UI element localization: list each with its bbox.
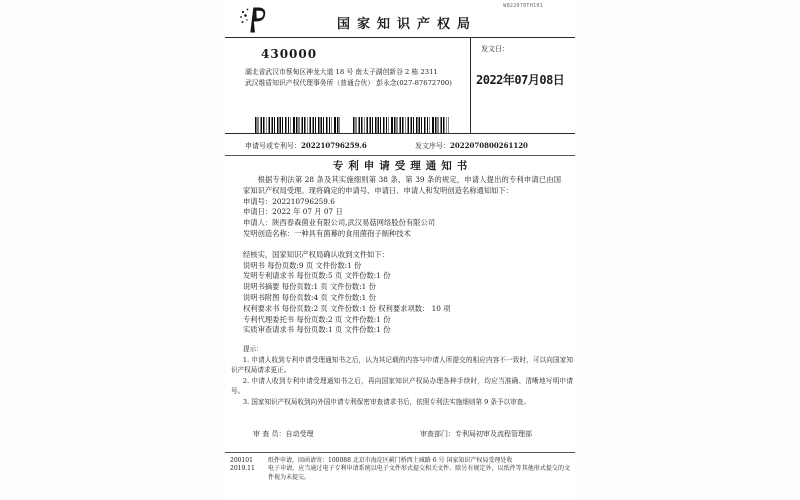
address-line-2: 武汉维盾知识产权代理事务所（普通合伙） 彭永念(027-87672700) (245, 79, 452, 87)
received-doc-row: 说明书附图 每份页数:4 页 文件份数:1 份 (243, 292, 376, 302)
note-item: 2. 申请人收到专利申请受理通知书之后，再向国家知识产权局办理各种手续时，均应当准确、清晰地写明申请号。 (231, 376, 573, 395)
intro-paragraph: 根据专利法第 28 条及其实施细则第 38 条、第 39 条的规定，申请人提出的专利申请已由国家知识产权局受理。现将确定的申请号、申请日、申请人和发明创造名称通知如下： (243, 175, 561, 195)
notice-body (243, 175, 561, 336)
dispatch-date-value: 2022年07月08日 (476, 73, 565, 87)
received-doc-row: 说明书 每份页数:9 页 文件份数:1 份 (243, 260, 362, 270)
received-doc-row: 说明书摘要 每份页数:1 页 文件份数:1 份 (243, 282, 376, 292)
footer-divider (225, 452, 575, 453)
barcode-1 (255, 117, 340, 134)
postcode: 430000 (261, 47, 318, 61)
department-label: 审查部门： (420, 430, 455, 438)
footer-line-paper: 纸件申请，回函请寄：100088 北京市海淀区蓟门桥西土城路 6 号 国家知识产权局受理处收 (268, 457, 513, 464)
agency-title: 国家知识产权局 (336, 17, 477, 32)
form-code: 200101 (230, 457, 253, 464)
barcode-2 (353, 117, 449, 134)
field-applicant: 申请人：陕西春森菌业有限公司,武汉易菇网络股份有限公司 (243, 218, 436, 228)
notice-page (225, 0, 575, 500)
mailing-divider (225, 133, 575, 134)
reference-divider (225, 155, 575, 156)
received-doc-row: 实质审查请求书 每份页数:1 页 文件份数:1 份 (243, 325, 391, 335)
notes-section (231, 344, 573, 407)
dispatch-box-divider (470, 37, 471, 133)
doc-tiny-serial: W022070TH101 (503, 3, 543, 9)
note-item: 3. 国家知识产权局收到向外国申请专利保密审查请求书后，依照专利法实施细则第 9 条予以审查。 (242, 397, 530, 406)
mailing-address (245, 67, 470, 89)
department (420, 429, 532, 439)
dispatch-date-label: 发文日： (481, 45, 509, 53)
form-revision-date: 2019.11 (230, 465, 255, 473)
dispatch-serial (415, 141, 528, 151)
department-value: 专利局初审及流程管理部 (455, 430, 532, 438)
application-number-label: 申请号或专利号： (245, 142, 301, 150)
received-doc-row: 权利要求书 每份页数:2 页 文件份数:1 份 权利要求项数： 10 项 (243, 303, 451, 313)
dispatch-serial-label: 发文序号： (415, 142, 450, 150)
footer-line-electronic: 电子申请，应当通过电子专利申请系统以电子文件形式提交相关文件。除另有规定外，以纸件等其他形式提交的文件视为未提交。 (268, 465, 570, 481)
examiner-label: 审 查 员： (253, 430, 286, 438)
dispatch-serial-value: 2022070800261120 (450, 141, 528, 150)
header-divider (225, 37, 575, 38)
received-intro: 经核实，国家知识产权局确认收到文件如下： (243, 249, 389, 259)
application-number-value: 202210796259.6 (301, 141, 367, 150)
field-invention-title: 发明创造名称：一种具有菌幕的食用菌孢子制种技术 (243, 228, 411, 238)
examiner (253, 429, 313, 439)
field-application-no: 申请号：202210796259.6 (243, 196, 335, 206)
footer (230, 457, 570, 482)
notes-label: 提示： (243, 345, 263, 353)
spacer (243, 240, 561, 250)
address-line-1: 湖北省武汉市蔡甸区神龙大道 18 号 南太子湖创新谷 2 栋 2311 (245, 68, 438, 76)
received-doc-row: 发明专利请求书 每份页数:5 页 文件份数:1 份 (243, 271, 391, 281)
footer-instructions (262, 457, 570, 482)
note-item: 1. 申请人收到专利申请受理通知书之后，认为其记载的内容与申请人所提交的相应内容不一致时，可以向国家知识产权局请求更正。 (231, 355, 573, 374)
form-codes (230, 457, 262, 482)
received-doc-row: 专利代理委托书 每份页数:2 页 文件份数:1 份 (243, 314, 391, 324)
notice-title: 专利申请受理通知书 (332, 160, 473, 172)
application-number (245, 141, 367, 151)
examiner-value: 自动受理 (285, 430, 314, 438)
field-application-date: 申请日：2022 年 07 月 07 日 (243, 207, 343, 217)
